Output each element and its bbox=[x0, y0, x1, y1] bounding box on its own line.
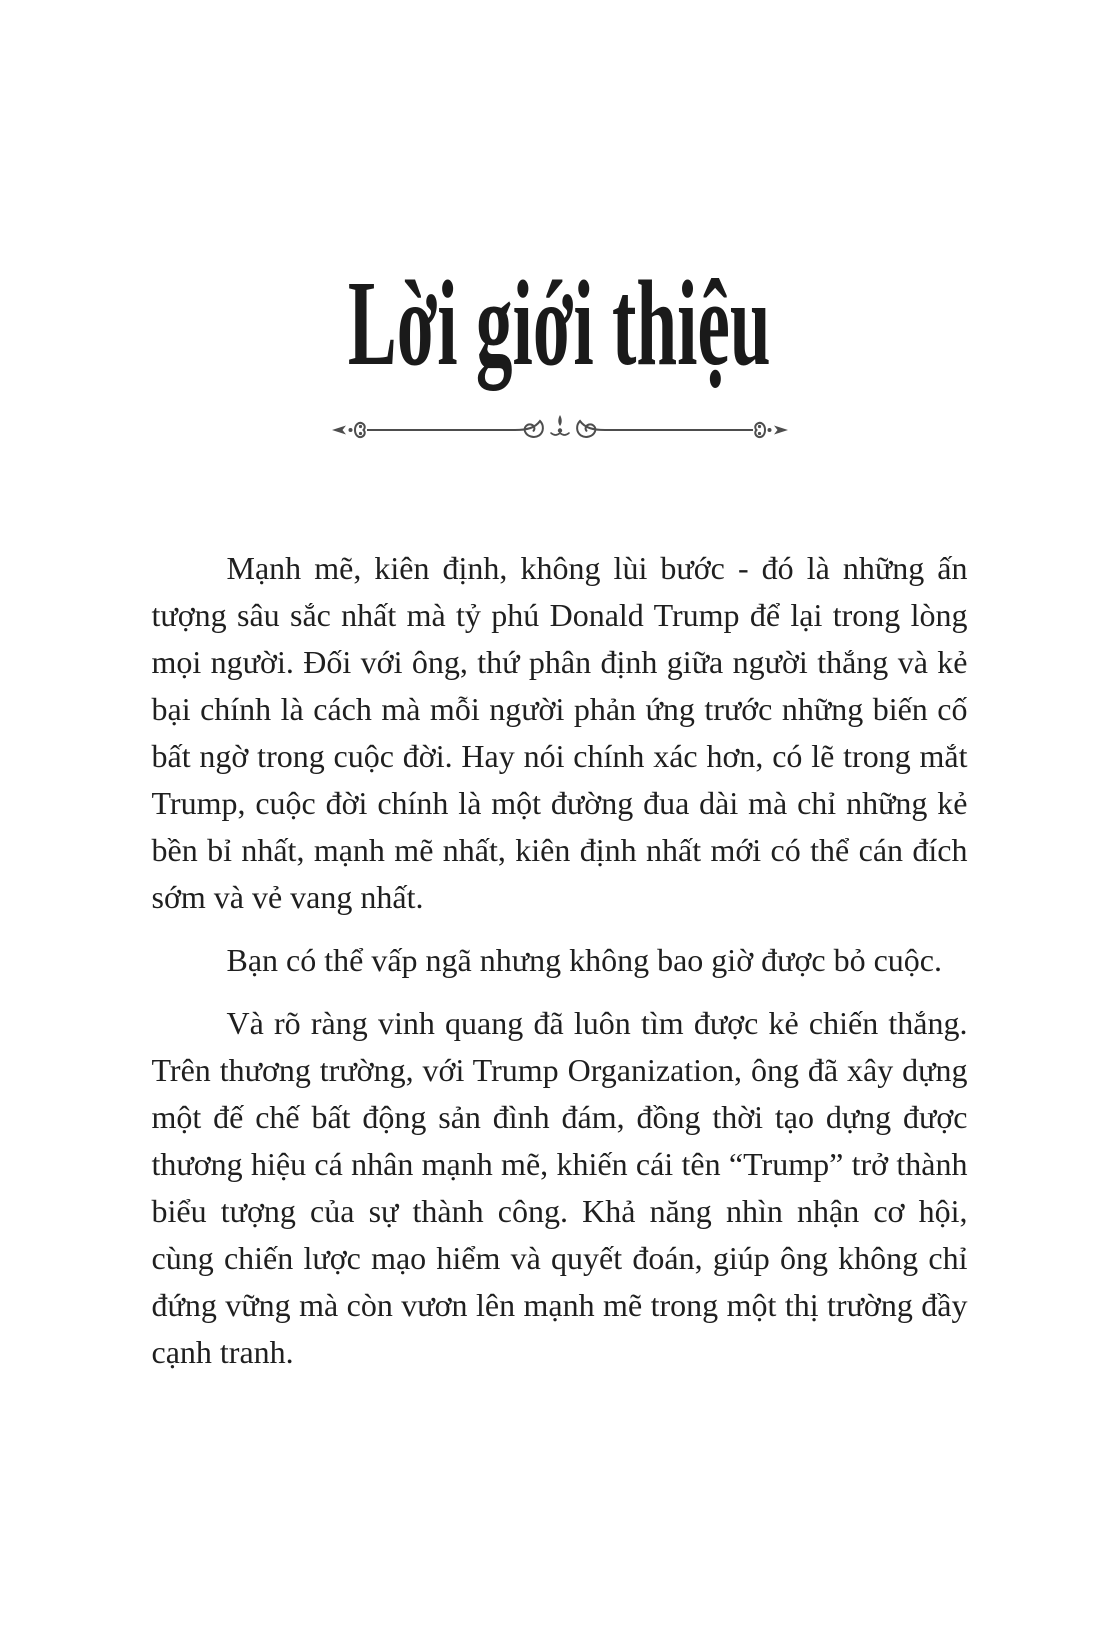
paragraph-1: Mạnh mẽ, kiên định, không lùi bước - đó là những ấn tượng sâu sắc nhất mà tỷ phú Donald Trump để lại trong lòng mọi người. Đối với ông, thứ phân định giữa người thắng và kẻ bại chính là cách mà mỗi người phản ứng trước những biến cố bất ngờ trong cuộc đời. Hay nói chính xác hơn, có lẽ trong mắt Trump, cuộc đời chính là một đường đua dài mà chỉ những kẻ bền bỉ nhất, mạnh mẽ nhất, kiên định nhất mới có thể cán đích sớm và vẻ vang nhất. bbox=[151, 550, 968, 915]
paragraph-3: Và rõ ràng vinh quang đã luôn tìm được kẻ chiến thắng. Trên thương trường, với Trump Organization, ông đã xây dựng một đế chế bất động sản đình đám, đồng thời tạo dựng được thương hiệu cá nhân mạnh mẽ, khiến cái tên “Trump” trở thành biểu tượng của sự thành công. Khả năng nhìn nhận cơ hội, cùng chiến lược mạo hiểm và quyết đoán, giúp ông không chỉ đứng vững mà còn vươn lên mạnh mẽ trong một thị trường đầy cạnh tranh. bbox=[151, 1005, 968, 1370]
divider-ornament bbox=[0, 411, 1119, 449]
paragraph-2: Bạn có thể vấp ngã nhưng không bao giờ được bỏ cuộc. bbox=[226, 942, 942, 978]
chapter-title-text: Lời giới thiệu bbox=[348, 256, 771, 391]
divider-ornament-icon bbox=[329, 411, 791, 449]
body-text bbox=[152, 545, 968, 1376]
chapter-title bbox=[0, 256, 1119, 391]
